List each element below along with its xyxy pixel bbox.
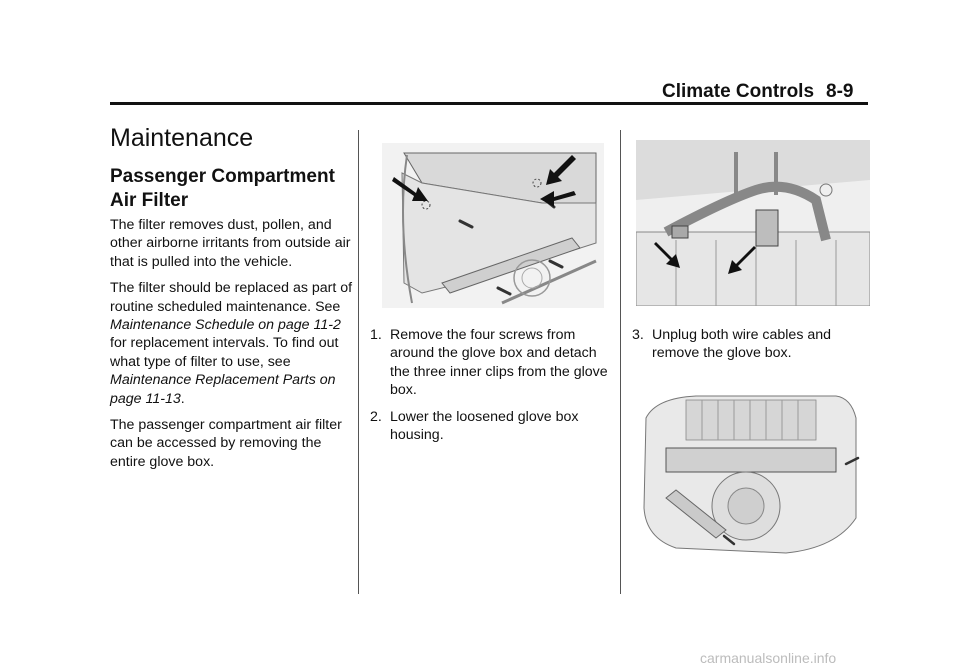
list-item	[632, 326, 882, 363]
glove-box-illustration	[382, 143, 604, 308]
figure-wire-cables	[636, 140, 870, 306]
paragraph-intro: The filter removes dust, pollen, and other airborne irritants from outside air that is pulled into the vehicle.	[110, 217, 351, 270]
steps-list-2	[632, 326, 882, 371]
step-number: 2.	[370, 408, 382, 425]
page-number: 8-9	[826, 81, 854, 102]
paragraph-access: The passenger compartment air filter can be accessed by removing the entire glove box.	[110, 417, 342, 470]
step-number: 1.	[370, 327, 382, 343]
paragraph-schedule	[110, 279, 356, 408]
list-item	[370, 326, 620, 400]
figure-filter-housing	[636, 388, 870, 566]
link-maintenance-schedule[interactable]: Maintenance Schedule on page 11-2	[110, 317, 341, 334]
figure-glove-box-screws	[382, 143, 604, 308]
steps-list-1	[370, 326, 620, 452]
paragraph-text: for replacement intervals. To find out what type of filter to use, see	[110, 335, 339, 370]
link-replacement-parts[interactable]: Maintenance Replacement Parts on page 11-13	[110, 372, 336, 407]
section-subheading: Passenger Compartment Air Filter	[110, 166, 335, 211]
column-divider-1	[358, 130, 359, 594]
body-text	[110, 216, 356, 479]
watermark: carmanualsonline.info	[700, 650, 837, 666]
page-heading: Maintenance	[110, 124, 254, 152]
list-item	[370, 408, 620, 445]
wire-cables-illustration	[636, 140, 870, 306]
step-text: Unplug both wire cables and remove the glove box.	[652, 327, 832, 362]
paragraph-text: The filter should be replaced as part of routine scheduled maintenance. See	[110, 280, 353, 315]
step-text: Lower the loosened glove box housing.	[390, 408, 579, 444]
step-text: Remove the four screws from around the glove box and detach the three inner clips from the glove box.	[390, 327, 608, 399]
paragraph-text: .	[180, 390, 185, 407]
header-rule	[110, 102, 868, 105]
column-divider-2	[620, 130, 621, 594]
filter-housing-illustration	[636, 388, 870, 566]
section-title: Climate Controls	[662, 81, 815, 102]
step-number: 3.	[632, 327, 644, 343]
